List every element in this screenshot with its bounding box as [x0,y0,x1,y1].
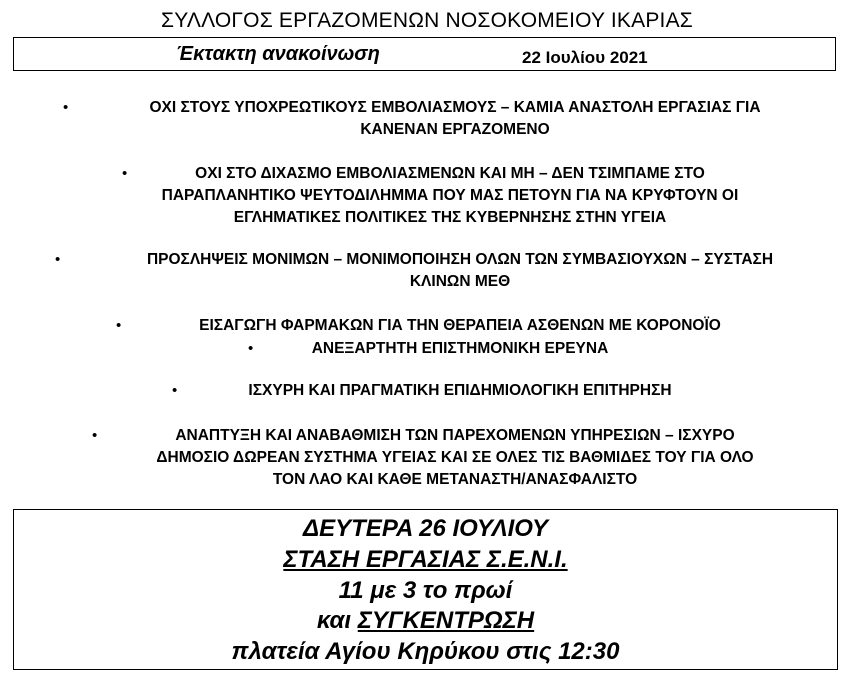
bullet-line: ΟΧΙ ΣΤΟ ΔΙΧΑΣΜΟ ΕΜΒΟΛΙΑΣΜΕΝΩΝ ΚΑΙ ΜΗ – ΔΕΝ ΤΣΙΜΠΑΜΕ ΣΤΟ [195,165,705,182]
bullet-line: ΠΑΡΑΠΛΑΝΗΤΙΚΟ ΨΕΥΤΟΔΙΛΗΜΜΑ ΠΟΥ ΜΑΣ ΠΕΤΟΥΝ ΓΙΑ ΝΑ ΚΡΥΦΤΟΥΝ ΟΙ [161,187,739,204]
bullet-item [100,163,800,229]
bullet-item [55,249,840,293]
bullet-icon: • [248,340,254,357]
announcement-box [13,509,838,670]
bullet-line: ΔΗΜΟΣΙΟ ΔΩΡΕΑΝ ΣΥΣΤΗΜΑ ΥΓΕΙΑΣ ΚΑΙ ΣΕ ΟΛΕΣ ΤΙΣ ΒΑΘΜΙΔΕΣ ΤΟΥ ΓΙΑ ΟΛΟ [156,449,754,466]
header-box [13,37,836,71]
bullet-line: ΚΑΝΕΝΑΝ ΕΡΓΑΖΟΜΕΝΟ [360,121,550,138]
bullet-line: ΙΣΧΥΡΗ ΚΑΙ ΠΡΑΓΜΑΤΙΚΗ ΕΠΙΔΗΜΙΟΛΟΓΙΚΗ ΕΠΙΤΗΡΗΣΗ [248,382,672,399]
bullet-item [100,380,820,402]
organization-title: ΣΥΛΛΟΓΟΣ ΕΡΓΑΖΟΜΕΝΩΝ ΝΟΣΟΚΟΜΕΙΟΥ ΙΚΑΡΙΑΣ [161,9,693,32]
bullet-line: ΚΛΙΝΩΝ ΜΕΘ [409,273,511,290]
announcement-rally-wrap [14,606,837,636]
bullet-item [100,338,820,360]
bullet-item [100,315,820,337]
announcement-day: ΔΕΥΤΕΡΑ 26 ΙΟΥΛΙΟΥ [303,515,548,542]
bullet-icon: • [172,382,178,399]
bullet-line: ΟΧΙ ΣΤΟΥΣ ΥΠΟΧΡΕΩΤΙΚΟΥΣ ΕΜΒΟΛΙΑΣΜΟΥΣ – ΚΑΜΙΑ ΑΝΑΣΤΟΛΗ ΕΡΓΑΣΙΑΣ ΓΙΑ [149,99,761,116]
bullet-line: ΠΡΟΣΛΗΨΕΙΣ ΜΟΝΙΜΩΝ – ΜΟΝΙΜΟΠΟΙΗΣΗ ΟΛΩΝ ΤΩΝ ΣΥΜΒΑΣΙΟΥΧΩΝ – ΣΥΣΤΑΣΗ [146,251,774,268]
announcement-strike: ΣΤΑΣΗ ΕΡΓΑΣΙΑΣ Σ.Ε.Ν.Ι. [283,546,568,573]
notice-date: 22 Ιουλίου 2021 [522,48,648,67]
bullet-item [63,97,830,141]
notice-title: Έκτακτη ανακοίνωση [176,43,380,65]
announcement-and: και [316,607,352,634]
bullet-icon: • [92,427,98,444]
bullet-icon: • [55,251,61,268]
bullet-icon: • [116,317,122,334]
bullet-line: ΕΙΣΑΓΩΓΗ ΦΑΡΜΑΚΩΝ ΓΙΑ ΤΗΝ ΘΕΡΑΠΕΙΑ ΑΣΘΕΝΩΝ ΜΕ ΚΟΡΟΝΟΪΟ [199,317,721,334]
bullet-icon: • [122,165,128,182]
announcement-rally: ΣΥΓΚΕΝΤΡΩΣΗ [357,607,535,634]
bullet-line: ΤΟΝ ΛΑΟ ΚΑΙ ΚΑΘΕ ΜΕΤΑΝΑΣΤΗ/ΑΝΑΣΦΑΛΙΣΤΟ [272,471,638,488]
bullet-icon: • [63,99,69,116]
announcement-location: πλατεία Αγίου Κηρύκου στις 12:30 [231,638,620,665]
bullet-line: ΑΝΑΠΤΥΞΗ ΚΑΙ ΑΝΑΒΑΘΜΙΣΗ ΤΩΝ ΠΑΡΕΧΟΜΕΝΩΝ ΥΠΗΡΕΣΙΩΝ – ΙΣΧΥΡΟ [175,427,735,444]
bullet-line: ΕΓΛΗΜΑΤΙΚΕΣ ΠΟΛΙΤΙΚΕΣ ΤΗΣ ΚΥΒΕΡΝΗΣΗΣ ΣΤΗΝ ΥΓΕΙΑ [233,209,667,226]
announcement-strike-wrap [14,545,837,575]
announcement-hours: 11 με 3 το πρωί [338,577,513,604]
bullet-line: ΑΝΕΞΑΡΤΗΤΗ ΕΠΙΣΤΗΜΟΝΙΚΗ ΕΡΕΥΝΑ [311,340,609,357]
bullet-item [92,425,810,491]
